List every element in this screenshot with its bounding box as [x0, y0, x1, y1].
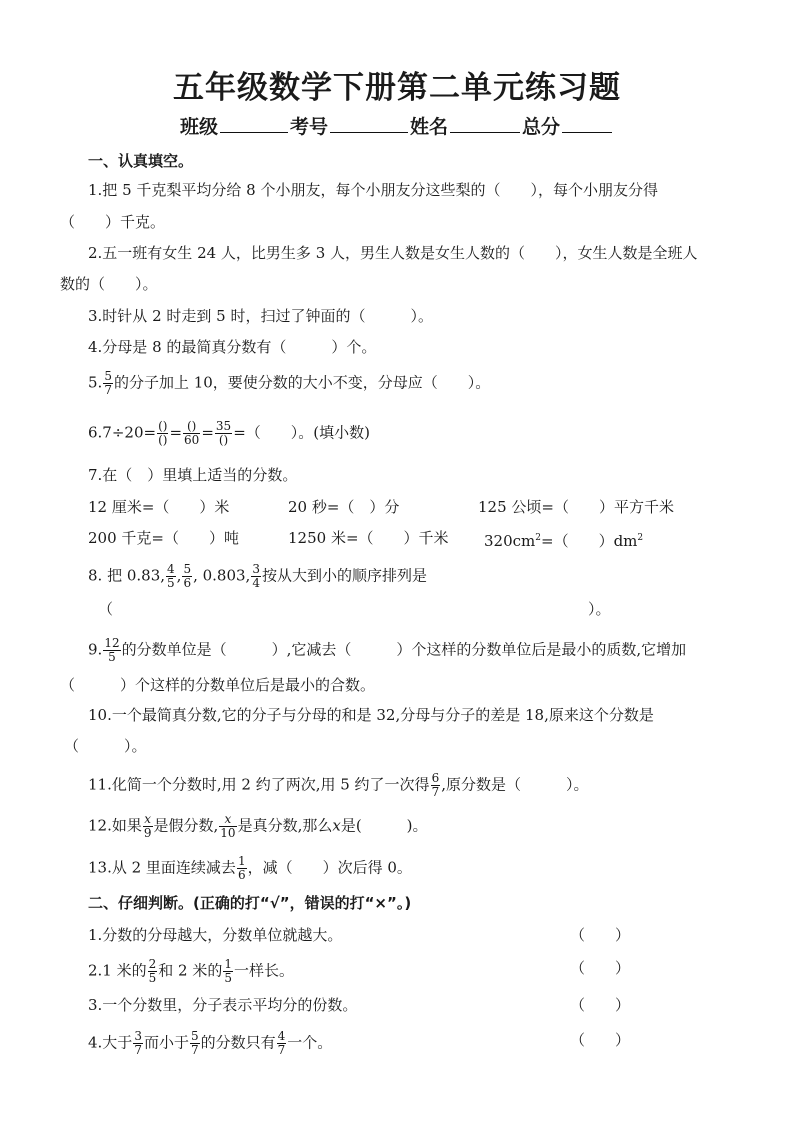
q7-row-2-a: 200 千克=（ ）吨 [88, 529, 239, 547]
fraction [143, 813, 153, 840]
q6-prefix: 6.7÷20= [88, 423, 157, 442]
numerator: 5 [190, 1029, 199, 1043]
j4-prefix: 4.大于 [88, 1033, 133, 1052]
question-2-line-1: 2.五一班有女生 24 人，比男生多 3 人，男生人数是女生人数的（ ），女生人数是全班人 [88, 244, 698, 262]
numerator: x [144, 812, 152, 826]
judge-1-answer[interactable]: （ ） [570, 926, 631, 944]
j2-text: 一样长。 [234, 961, 295, 980]
fraction [148, 958, 158, 985]
judge-2 [88, 958, 294, 985]
q7-row-1-c: 125 公顷=（ ）平方千米 [478, 498, 674, 516]
j4-text: 一个。 [287, 1033, 333, 1052]
question-6: 6.7÷20= $\frac{()}{()}$ = $\frac{()}{60}$ = $\frac{35}{()}$ =（ ）。(填小数) [88, 419, 370, 447]
q8-text: 按从大到小的顺序排列是 [261, 566, 427, 585]
denominator: 60 [184, 433, 200, 447]
denominator: 9 [143, 826, 152, 840]
question-12 [88, 813, 428, 840]
superscript: 2 [637, 533, 644, 543]
numerator: 12 [104, 636, 120, 650]
question-5 [88, 370, 490, 397]
q7-row-1-a: 12 厘米=（ ）米 [88, 498, 230, 516]
fraction [431, 772, 441, 799]
question-2-line-2: 数的（ ）。 [60, 275, 158, 293]
question-4: 4.分母是 8 的最简真分数有（ ）个。 [88, 338, 377, 356]
fraction [277, 1030, 287, 1057]
numerator: 5 [183, 562, 192, 576]
q6-text: =（ ）。(填小数) [233, 423, 370, 442]
denominator: () [158, 433, 168, 447]
question-13 [88, 855, 412, 882]
fraction [157, 420, 168, 447]
section-heading-judge: 二、仔细判断。(正确的打“√”，错误的打“×”。) [88, 894, 412, 912]
q8-answer-open: （ [98, 600, 114, 618]
denominator: 10 [220, 826, 236, 840]
name-blank[interactable] [450, 131, 520, 133]
name-label: 姓名 [410, 116, 449, 138]
judge-3-answer[interactable]: （ ） [570, 996, 631, 1014]
q11-prefix: 11.化简一个分数时,用 2 约了两次,用 5 约了一次得 [88, 775, 430, 794]
fraction [182, 563, 192, 590]
denominator: 5 [224, 971, 232, 985]
q12-prefix: 12.如果 [88, 816, 142, 835]
q5-prefix: 5. [88, 373, 103, 392]
exam-no-blank[interactable] [330, 131, 408, 133]
q8-answer-close: ）。 [588, 600, 611, 618]
superscript: 2 [535, 533, 541, 543]
student-info-line [0, 112, 794, 139]
fraction [223, 958, 233, 985]
fraction [103, 637, 120, 664]
judge-1: 1.分数的分母越大，分数单位就越大。 [88, 926, 343, 944]
q8-prefix: 8. 把 0.83, [88, 566, 166, 585]
q7-row-2-c [484, 528, 643, 551]
j4-middle-2: 的分数只有 [200, 1033, 276, 1052]
question-9-line-1 [88, 637, 686, 664]
numerator: 1 [224, 957, 232, 971]
exam-no-label: 考号 [289, 116, 328, 138]
fraction [215, 420, 232, 447]
fraction [237, 855, 247, 882]
numerator: 1 [237, 854, 246, 868]
numerator: x [219, 813, 236, 827]
score-label: 总分 [522, 116, 561, 138]
denominator: 5 [108, 650, 116, 664]
q7-row-1-b: 20 秒=（ ）分 [288, 498, 400, 516]
denominator: 7 [277, 1043, 286, 1057]
numerator: () [183, 420, 200, 434]
q7-dm-text: =（ ）dm [541, 532, 638, 550]
variable-x: x [332, 816, 341, 835]
judge-2-answer[interactable]: （ ） [570, 959, 631, 977]
denominator: 6 [183, 576, 192, 590]
question-10-line-2: （ ）。 [64, 737, 147, 755]
denominator: 6 [237, 868, 246, 882]
numerator: 35 [215, 419, 232, 433]
denominator: 5 [148, 971, 157, 985]
judge-3: 3.一个分数里，分子表示平均分的份数。 [88, 996, 358, 1014]
fraction [219, 813, 236, 840]
denominator: 5 [167, 576, 175, 590]
j2-middle: 和 2 米的 [158, 961, 223, 980]
judge-4 [88, 1030, 332, 1057]
denominator: 7 [190, 1043, 199, 1057]
fraction [183, 420, 200, 447]
numerator: 5 [104, 369, 112, 383]
question-8 [88, 563, 427, 590]
denominator: 7 [134, 1043, 142, 1057]
separator: , [176, 566, 182, 585]
denominator: () [218, 433, 229, 447]
denominator: 7 [431, 785, 440, 799]
q8-middle: , 0.803, [193, 566, 251, 585]
numerator: 2 [148, 957, 157, 971]
q9-prefix: 9. [88, 640, 103, 659]
q9-text: 的分数单位是（ ）,它减去（ ）个这样的分数单位后是最小的质数,它增加 [121, 640, 687, 659]
q5-text: 的分子加上 10，要使分数的大小不变，分母应（ ）。 [113, 373, 491, 392]
j2-prefix: 2.1 米的 [88, 961, 147, 980]
page-title: 五年级数学下册第二单元练习题 [173, 70, 621, 106]
fraction [251, 563, 261, 590]
numerator: () [158, 419, 168, 433]
fraction [133, 1030, 143, 1057]
q11-text: ,原分数是（ ）。 [441, 775, 589, 794]
question-10-line-1: 10.一个最简真分数,它的分子与分母的和是 32,分母与分子的差是 18,原来这个分数是 [88, 706, 654, 724]
numerator: 3 [252, 562, 260, 576]
question-1-line-2: （ ）千克。 [60, 213, 166, 231]
judge-4-answer[interactable]: （ ） [570, 1031, 631, 1049]
fraction [166, 563, 176, 590]
class-label: 班级 [179, 116, 218, 138]
fraction [190, 1030, 200, 1057]
question-7: 7.在（ ）里填上适当的分数。 [88, 466, 298, 484]
section-heading-fill-blank: 一、认真填空。 [88, 152, 194, 170]
q7-cm-text: 320cm [484, 532, 536, 550]
j4-middle-1: 而小于 [143, 1033, 189, 1052]
numerator: 4 [277, 1029, 286, 1043]
numerator: 6 [431, 771, 440, 785]
question-3: 3.时针从 2 时走到 5 时，扫过了钟面的（ ）。 [88, 307, 433, 325]
numerator: 3 [134, 1029, 142, 1043]
question-1-line-1: 1.把 5 千克梨平均分给 8 个小朋友，每个小朋友分这些梨的（ ），每个小朋友分得 [88, 181, 658, 199]
denominator: 7 [104, 383, 112, 397]
denominator: 4 [252, 576, 260, 590]
question-9-line-2: （ ）个这样的分数单位后是最小的合数。 [60, 676, 376, 694]
question-11 [88, 772, 588, 799]
q13-text: ，减（ ）次后得 0。 [247, 858, 412, 877]
q12-text: 是真分数,那么 [237, 816, 333, 835]
q7-row-2-b: 1250 米=（ ）千米 [288, 529, 449, 547]
score-blank[interactable] [562, 131, 612, 133]
q12-middle: 是假分数, [153, 816, 219, 835]
numerator: 4 [167, 562, 175, 576]
q13-prefix: 13.从 2 里面连续减去 [88, 858, 236, 877]
class-blank[interactable] [220, 131, 288, 133]
q12-text-end: 是( )。 [340, 816, 428, 835]
fraction [103, 370, 113, 397]
